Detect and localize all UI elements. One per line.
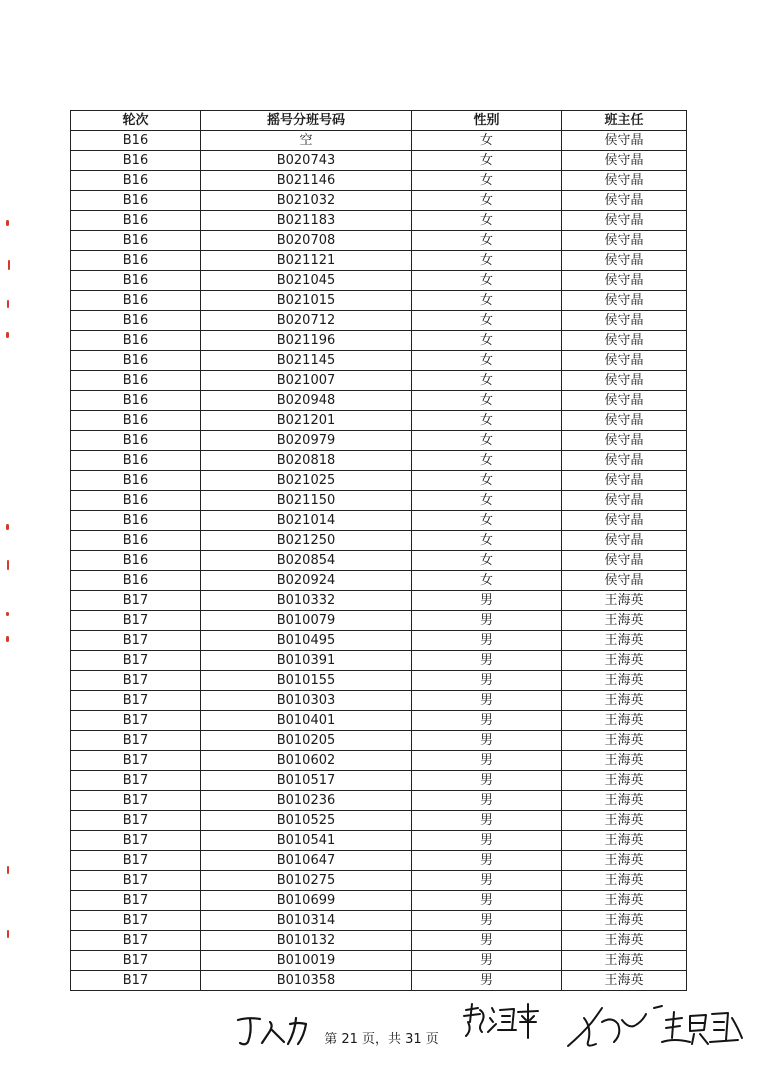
cell-gender: 女 xyxy=(412,571,562,591)
cell-head-teacher: 王海英 xyxy=(562,651,687,671)
cell-head-teacher: 王海英 xyxy=(562,751,687,771)
cell-round: B17 xyxy=(71,891,201,911)
cell-gender: 男 xyxy=(412,591,562,611)
cell-gender: 女 xyxy=(412,211,562,231)
table-row xyxy=(71,131,687,151)
cell-head-teacher: 王海英 xyxy=(562,711,687,731)
table-row xyxy=(71,351,687,371)
cell-lottery-number: B010275 xyxy=(201,871,412,891)
table-row xyxy=(71,371,687,391)
cell-lottery-number: B021146 xyxy=(201,171,412,191)
table-row xyxy=(71,471,687,491)
cell-gender: 女 xyxy=(412,471,562,491)
table-row xyxy=(71,211,687,231)
page-number: 第 21 页，共 31 页 xyxy=(324,1032,439,1047)
cell-head-teacher: 王海英 xyxy=(562,951,687,971)
cell-head-teacher: 侯守晶 xyxy=(562,191,687,211)
cell-round: B16 xyxy=(71,231,201,251)
cell-lottery-number: B020948 xyxy=(201,391,412,411)
cell-gender: 女 xyxy=(412,411,562,431)
cell-gender: 女 xyxy=(412,351,562,371)
cell-head-teacher: 王海英 xyxy=(562,871,687,891)
cell-gender: 女 xyxy=(412,331,562,351)
table-row xyxy=(71,671,687,691)
cell-lottery-number: B010303 xyxy=(201,691,412,711)
cell-head-teacher: 侯守晶 xyxy=(562,531,687,551)
cell-lottery-number: B010332 xyxy=(201,591,412,611)
table-row xyxy=(71,711,687,731)
cell-round: B16 xyxy=(71,431,201,451)
header-round: 轮次 xyxy=(71,111,201,131)
cell-head-teacher: 侯守晶 xyxy=(562,211,687,231)
cell-lottery-number: B010079 xyxy=(201,611,412,631)
cell-lottery-number: 空 xyxy=(201,131,412,151)
cell-head-teacher: 侯守晶 xyxy=(562,351,687,371)
cell-lottery-number: B021025 xyxy=(201,471,412,491)
cell-head-teacher: 侯守晶 xyxy=(562,171,687,191)
cell-round: B16 xyxy=(71,211,201,231)
cell-lottery-number: B010358 xyxy=(201,971,412,991)
cell-lottery-number: B021196 xyxy=(201,331,412,351)
table-row xyxy=(71,831,687,851)
cell-round: B17 xyxy=(71,851,201,871)
cell-gender: 女 xyxy=(412,131,562,151)
cell-gender: 男 xyxy=(412,811,562,831)
cell-head-teacher: 侯守晶 xyxy=(562,431,687,451)
table-row xyxy=(71,271,687,291)
cell-head-teacher: 侯守晶 xyxy=(562,251,687,271)
cell-head-teacher: 王海英 xyxy=(562,631,687,651)
cell-gender: 男 xyxy=(412,671,562,691)
cell-gender: 男 xyxy=(412,911,562,931)
cell-lottery-number: B010525 xyxy=(201,811,412,831)
cell-round: B16 xyxy=(71,411,201,431)
cell-round: B17 xyxy=(71,591,201,611)
table-row xyxy=(71,391,687,411)
cell-head-teacher: 侯守晶 xyxy=(562,471,687,491)
cell-lottery-number: B010314 xyxy=(201,911,412,931)
table-row xyxy=(71,311,687,331)
cell-gender: 女 xyxy=(412,311,562,331)
table-row xyxy=(71,331,687,351)
cell-round: B16 xyxy=(71,271,201,291)
cell-gender: 男 xyxy=(412,971,562,991)
cell-lottery-number: B021015 xyxy=(201,291,412,311)
table-row xyxy=(71,291,687,311)
table-row xyxy=(71,691,687,711)
cell-head-teacher: 王海英 xyxy=(562,611,687,631)
cell-head-teacher: 侯守晶 xyxy=(562,131,687,151)
cell-gender: 男 xyxy=(412,731,562,751)
table-row xyxy=(71,751,687,771)
table-row xyxy=(71,151,687,171)
cell-round: B16 xyxy=(71,151,201,171)
cell-gender: 男 xyxy=(412,611,562,631)
cell-gender: 男 xyxy=(412,851,562,871)
table-row xyxy=(71,871,687,891)
cell-round: B16 xyxy=(71,511,201,531)
cell-round: B17 xyxy=(71,691,201,711)
cell-round: B17 xyxy=(71,631,201,651)
cell-head-teacher: 王海英 xyxy=(562,851,687,871)
cell-lottery-number: B021183 xyxy=(201,211,412,231)
cell-lottery-number: B021250 xyxy=(201,531,412,551)
table-row xyxy=(71,731,687,751)
cell-round: B17 xyxy=(71,951,201,971)
table-row xyxy=(71,891,687,911)
table-header-row xyxy=(71,111,687,131)
table-row xyxy=(71,431,687,451)
cell-gender: 女 xyxy=(412,251,562,271)
table-row xyxy=(71,231,687,251)
table-body xyxy=(71,131,687,991)
table-row xyxy=(71,951,687,971)
cell-gender: 女 xyxy=(412,431,562,451)
cell-head-teacher: 侯守晶 xyxy=(562,231,687,251)
header-head-teacher: 班主任 xyxy=(562,111,687,131)
cell-lottery-number: B021032 xyxy=(201,191,412,211)
cell-gender: 女 xyxy=(412,291,562,311)
cell-round: B16 xyxy=(71,331,201,351)
table-row xyxy=(71,611,687,631)
cell-round: B17 xyxy=(71,811,201,831)
cell-gender: 女 xyxy=(412,511,562,531)
cell-round: B17 xyxy=(71,771,201,791)
cell-head-teacher: 王海英 xyxy=(562,911,687,931)
cell-round: B16 xyxy=(71,391,201,411)
cell-round: B16 xyxy=(71,471,201,491)
cell-gender: 女 xyxy=(412,171,562,191)
table-row xyxy=(71,531,687,551)
cell-round: B16 xyxy=(71,371,201,391)
cell-round: B16 xyxy=(71,291,201,311)
header-lottery-number: 摇号分班号码 xyxy=(201,111,412,131)
cell-head-teacher: 侯守晶 xyxy=(562,291,687,311)
cell-gender: 男 xyxy=(412,951,562,971)
table-row xyxy=(71,551,687,571)
cell-gender: 男 xyxy=(412,751,562,771)
cell-gender: 男 xyxy=(412,791,562,811)
cell-head-teacher: 侯守晶 xyxy=(562,151,687,171)
cell-gender: 男 xyxy=(412,691,562,711)
cell-gender: 女 xyxy=(412,551,562,571)
cell-lottery-number: B010602 xyxy=(201,751,412,771)
table-row xyxy=(71,851,687,871)
cell-round: B16 xyxy=(71,351,201,371)
cell-round: B17 xyxy=(71,671,201,691)
table-row xyxy=(71,931,687,951)
cell-lottery-number: B020818 xyxy=(201,451,412,471)
cell-head-teacher: 王海英 xyxy=(562,891,687,911)
cell-round: B16 xyxy=(71,451,201,471)
cell-lottery-number: B021045 xyxy=(201,271,412,291)
cell-head-teacher: 侯守晶 xyxy=(562,491,687,511)
cell-lottery-number: B021007 xyxy=(201,371,412,391)
table-row xyxy=(71,631,687,651)
table-row xyxy=(71,791,687,811)
cell-lottery-number: B020854 xyxy=(201,551,412,571)
cell-lottery-number: B010541 xyxy=(201,831,412,851)
cell-lottery-number: B021014 xyxy=(201,511,412,531)
cell-lottery-number: B010205 xyxy=(201,731,412,751)
cell-gender: 女 xyxy=(412,271,562,291)
cell-gender: 男 xyxy=(412,931,562,951)
cell-head-teacher: 王海英 xyxy=(562,731,687,751)
cell-lottery-number: B021150 xyxy=(201,491,412,511)
cell-lottery-number: B010019 xyxy=(201,951,412,971)
cell-round: B16 xyxy=(71,191,201,211)
cell-round: B16 xyxy=(71,531,201,551)
cell-round: B16 xyxy=(71,251,201,271)
cell-round: B17 xyxy=(71,711,201,731)
cell-gender: 男 xyxy=(412,711,562,731)
cell-head-teacher: 侯守晶 xyxy=(562,411,687,431)
cell-gender: 女 xyxy=(412,371,562,391)
cell-lottery-number: B010647 xyxy=(201,851,412,871)
cell-head-teacher: 侯守晶 xyxy=(562,311,687,331)
cell-round: B17 xyxy=(71,791,201,811)
table-row xyxy=(71,771,687,791)
cell-gender: 男 xyxy=(412,771,562,791)
cell-gender: 男 xyxy=(412,631,562,651)
cell-head-teacher: 侯守晶 xyxy=(562,271,687,291)
table-row xyxy=(71,911,687,931)
class-assignment-table xyxy=(70,110,687,991)
cell-round: B17 xyxy=(71,871,201,891)
cell-lottery-number: B010391 xyxy=(201,651,412,671)
table-row xyxy=(71,511,687,531)
cell-head-teacher: 王海英 xyxy=(562,691,687,711)
cell-round: B16 xyxy=(71,491,201,511)
cell-gender: 女 xyxy=(412,191,562,211)
cell-head-teacher: 王海英 xyxy=(562,931,687,951)
cell-round: B16 xyxy=(71,571,201,591)
cell-gender: 女 xyxy=(412,531,562,551)
cell-gender: 女 xyxy=(412,391,562,411)
cell-lottery-number: B010236 xyxy=(201,791,412,811)
cell-round: B17 xyxy=(71,751,201,771)
cell-head-teacher: 王海英 xyxy=(562,771,687,791)
cell-lottery-number: B010495 xyxy=(201,631,412,651)
cell-head-teacher: 侯守晶 xyxy=(562,391,687,411)
cell-head-teacher: 王海英 xyxy=(562,971,687,991)
cell-round: B17 xyxy=(71,911,201,931)
cell-head-teacher: 侯守晶 xyxy=(562,551,687,571)
cell-round: B17 xyxy=(71,831,201,851)
cell-lottery-number: B010132 xyxy=(201,931,412,951)
cell-head-teacher: 侯守晶 xyxy=(562,571,687,591)
table-row xyxy=(71,811,687,831)
cell-head-teacher: 王海英 xyxy=(562,791,687,811)
cell-round: B16 xyxy=(71,551,201,571)
cell-round: B16 xyxy=(71,131,201,151)
table-row xyxy=(71,651,687,671)
cell-gender: 男 xyxy=(412,871,562,891)
table-row xyxy=(71,251,687,271)
table-row xyxy=(71,491,687,511)
cell-round: B17 xyxy=(71,931,201,951)
table-row xyxy=(71,571,687,591)
cell-gender: 男 xyxy=(412,651,562,671)
cell-lottery-number: B020712 xyxy=(201,311,412,331)
cell-head-teacher: 王海英 xyxy=(562,591,687,611)
cell-head-teacher: 侯守晶 xyxy=(562,331,687,351)
cell-gender: 女 xyxy=(412,491,562,511)
cell-round: B16 xyxy=(71,311,201,331)
cell-head-teacher: 王海英 xyxy=(562,811,687,831)
table-row xyxy=(71,191,687,211)
cell-lottery-number: B021121 xyxy=(201,251,412,271)
cell-round: B17 xyxy=(71,651,201,671)
cell-lottery-number: B020743 xyxy=(201,151,412,171)
table-row xyxy=(71,591,687,611)
cell-lottery-number: B020979 xyxy=(201,431,412,451)
cell-lottery-number: B021201 xyxy=(201,411,412,431)
cell-gender: 女 xyxy=(412,151,562,171)
table-row xyxy=(71,971,687,991)
table-row xyxy=(71,171,687,191)
cell-head-teacher: 侯守晶 xyxy=(562,371,687,391)
header-gender: 性别 xyxy=(412,111,562,131)
cell-gender: 女 xyxy=(412,451,562,471)
cell-gender: 男 xyxy=(412,891,562,911)
cell-round: B17 xyxy=(71,611,201,631)
cell-head-teacher: 侯守晶 xyxy=(562,451,687,471)
cell-lottery-number: B010155 xyxy=(201,671,412,691)
table-row xyxy=(71,451,687,471)
table-row xyxy=(71,411,687,431)
cell-round: B17 xyxy=(71,971,201,991)
cell-lottery-number: B020708 xyxy=(201,231,412,251)
cell-head-teacher: 王海英 xyxy=(562,831,687,851)
cell-head-teacher: 王海英 xyxy=(562,671,687,691)
cell-lottery-number: B010517 xyxy=(201,771,412,791)
cell-round: B17 xyxy=(71,731,201,751)
cell-gender: 男 xyxy=(412,831,562,851)
cell-round: B16 xyxy=(71,171,201,191)
cell-lottery-number: B010699 xyxy=(201,891,412,911)
cell-gender: 女 xyxy=(412,231,562,251)
cell-head-teacher: 侯守晶 xyxy=(562,511,687,531)
cell-lottery-number: B010401 xyxy=(201,711,412,731)
cell-lottery-number: B021145 xyxy=(201,351,412,371)
cell-lottery-number: B020924 xyxy=(201,571,412,591)
